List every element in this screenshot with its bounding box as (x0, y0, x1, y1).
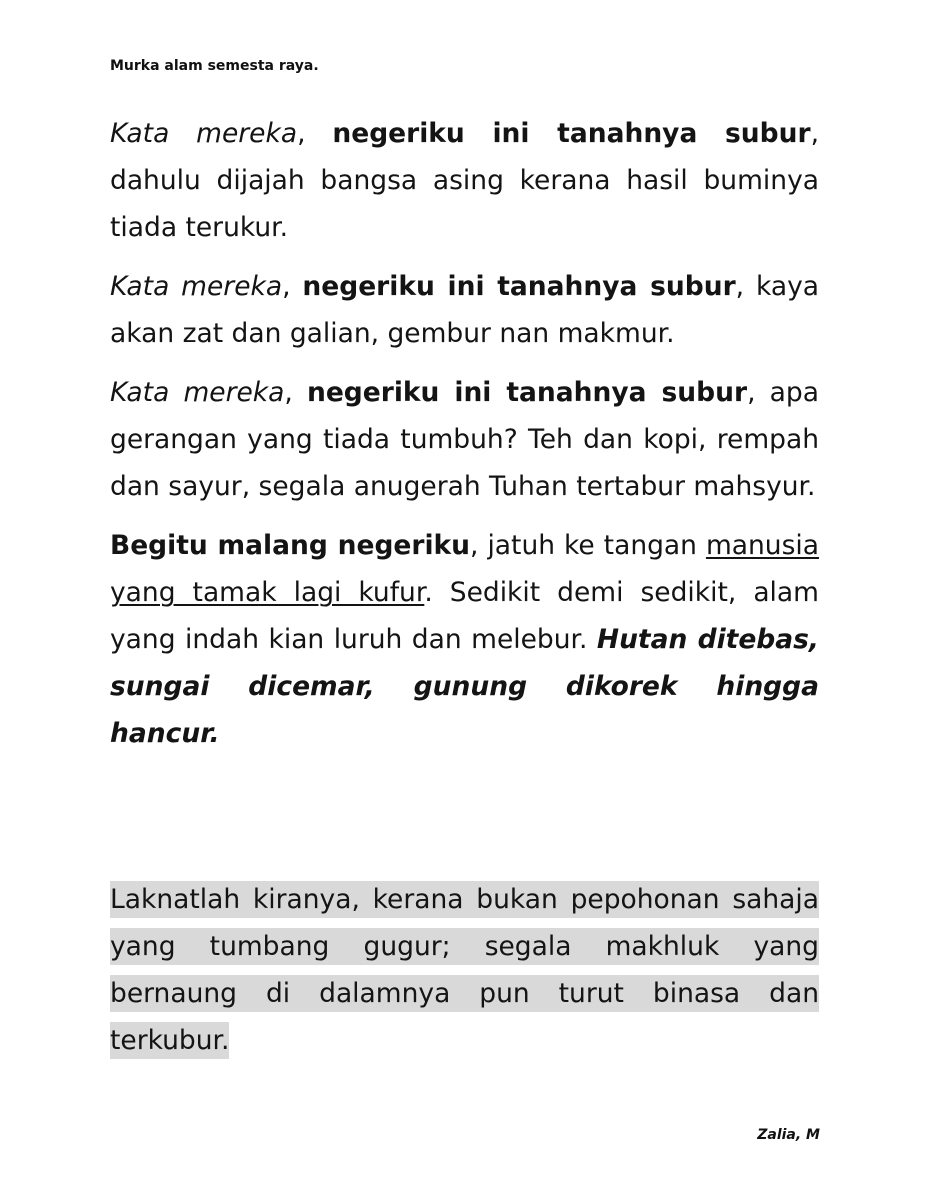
highlighted-stanza (110, 876, 819, 1064)
stanza-4-bold-italic-line: Hutan ditebas, sungai dicemar, gunung dikorek hingga hancur. (110, 624, 820, 749)
stanza-3-separator: , (284, 377, 307, 408)
stanza-1-bold-phrase: negeriku ini tanahnya subur (332, 118, 811, 149)
stanza-3-text: , apa gerangan yang tiada tumbuh? Teh dan kopi, rempah dan sayur, segala anugerah Tuhan tertabur mahsyur. (110, 377, 819, 502)
stanza-2-bold-phrase: negeriku ini tanahnya subur (302, 271, 736, 302)
stanza-4-text-1: , jatuh ke tangan (470, 530, 706, 561)
stanza-3 (110, 369, 819, 510)
stanza-4-text-2: . Sedikit demi sedikit, alam yang indah kian luruh dan melebur. (110, 577, 819, 655)
stanza-2-text: , kaya akan zat dan galian, gembur nan makmur. (110, 271, 819, 349)
page-title: Murka alam semesta raya. (110, 58, 319, 74)
highlighted-stanza-text: Laknatlah kiranya, kerana bukan pepohonan sahaja yang tumbang gugur; segala makhluk yang bernaung di dalamnya pun turut binasa dan terkubur. (110, 881, 819, 1059)
stanza-3-italic-lead: Kata mereka (110, 377, 285, 408)
stanza-1-text: , dahulu dijajah bangsa asing kerana hasil buminya tiada terukur. (110, 118, 819, 243)
stanza-1-italic-lead: Kata mereka (110, 118, 298, 149)
author-signature: Zalia, M (757, 1127, 820, 1143)
stanza-1 (110, 110, 819, 251)
poem-body (110, 110, 819, 757)
stanza-4-underlined-phrase: manusia yang tamak lagi kufur (110, 530, 820, 608)
stanza-2 (110, 263, 819, 357)
stanza-4-bold-lead: Begitu malang negeriku (110, 530, 471, 561)
stanza-1-separator: , (297, 118, 333, 149)
stanza-3-bold-phrase: negeriku ini tanahnya subur (306, 377, 748, 408)
stanza-2-separator: , (282, 271, 303, 302)
stanza-4 (110, 522, 819, 757)
stanza-2-italic-lead: Kata mereka (110, 271, 283, 302)
